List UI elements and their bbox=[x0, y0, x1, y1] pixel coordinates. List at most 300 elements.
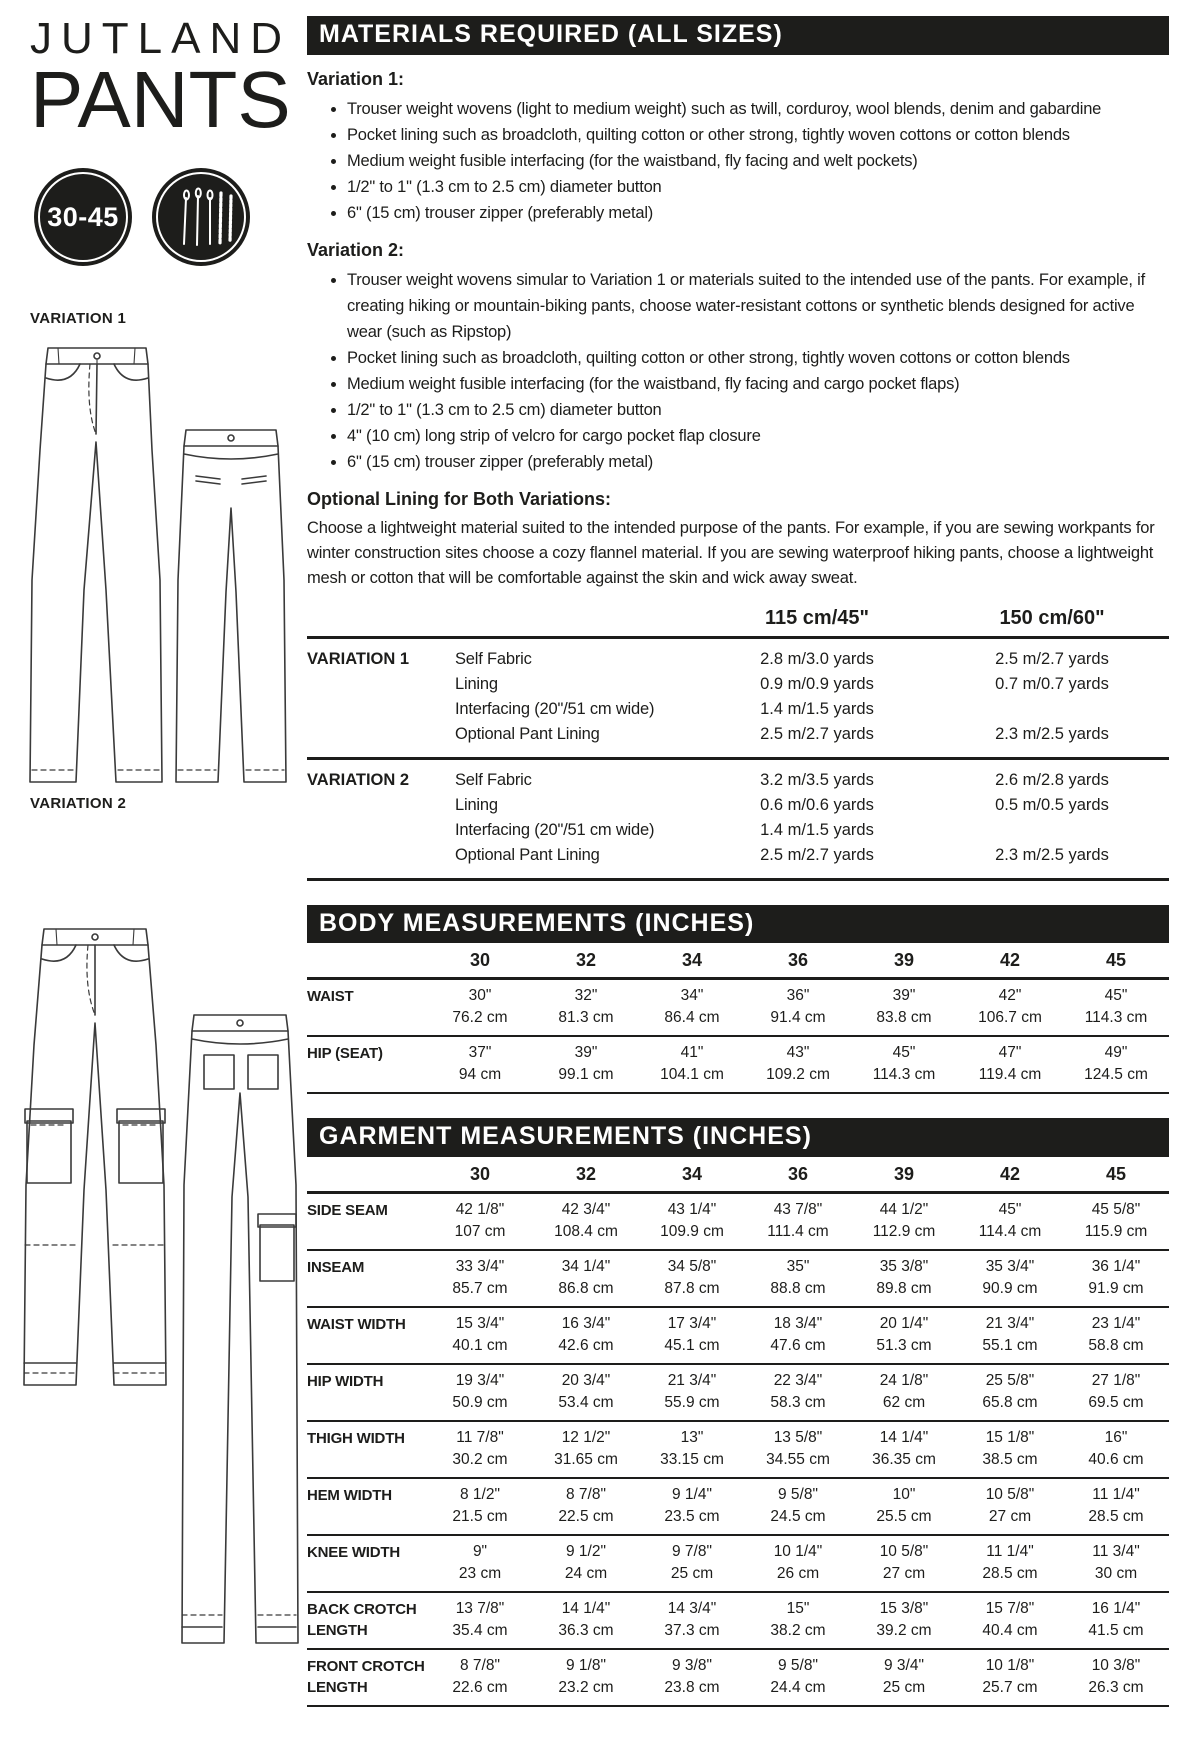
measurement-inches: 10 1/4" bbox=[773, 1542, 823, 1560]
measurement-inches: 9 5/8" bbox=[778, 1485, 818, 1503]
measurement-row bbox=[307, 1365, 1169, 1422]
fabric-item-name: Interfacing (20"/51 cm wide) bbox=[455, 820, 655, 839]
variation-1-subhead: Variation 1: bbox=[307, 68, 405, 89]
measurement-inches: 8 7/8" bbox=[460, 1656, 500, 1674]
measurement-cm: 25.7 cm bbox=[982, 1678, 1038, 1696]
measurement-inches: 45" bbox=[1104, 987, 1128, 1004]
measurement-cm: 88.8 cm bbox=[770, 1279, 826, 1297]
measurement-inches: 33 3/4" bbox=[455, 1257, 505, 1275]
measurement-inches: 13 5/8" bbox=[773, 1428, 823, 1446]
measurement-inches: 32" bbox=[574, 987, 598, 1004]
materials-item: • 1/2" to 1" (1.3 cm to 2.5 cm) diameter button bbox=[347, 174, 1169, 200]
size-header-row bbox=[307, 943, 1169, 980]
measurement-cell bbox=[533, 1598, 639, 1642]
measurement-inches: 10 5/8" bbox=[985, 1485, 1035, 1503]
measurement-row-label: FRONT CROTCH LENGTH bbox=[307, 1657, 425, 1696]
measurement-inches: 11 7/8" bbox=[456, 1428, 504, 1446]
measurement-cm: 24.5 cm bbox=[770, 1507, 826, 1525]
measurement-inches: 36 1/4" bbox=[1091, 1257, 1141, 1275]
measurement-cell bbox=[1063, 1541, 1169, 1585]
measurement-inches: 43 1/4" bbox=[667, 1200, 717, 1218]
measurement-inches: 16 3/4" bbox=[561, 1314, 611, 1332]
measurement-inches: 18 3/4" bbox=[773, 1314, 823, 1332]
fabric-item-name: Lining bbox=[455, 674, 498, 693]
needles-badge bbox=[152, 168, 250, 266]
measurement-cm: 109.9 cm bbox=[660, 1222, 724, 1240]
measurement-row-label: SIDE SEAM bbox=[307, 1201, 388, 1219]
measurement-cm: 90.9 cm bbox=[982, 1279, 1038, 1297]
size-col-header: 36 bbox=[787, 950, 809, 970]
garment-measurements-table bbox=[307, 1157, 1169, 1707]
measurement-inches: 37" bbox=[468, 1044, 492, 1061]
measurement-cell bbox=[1063, 1042, 1169, 1086]
measurement-cm: 23 cm bbox=[458, 1564, 502, 1582]
fabric-col-115: 115 cm/45" bbox=[764, 606, 869, 629]
measurement-cm: 37.3 cm bbox=[664, 1621, 720, 1639]
measurement-cm: 47.6 cm bbox=[770, 1336, 826, 1354]
measurement-cm: 42.6 cm bbox=[558, 1336, 614, 1354]
materials-item: • Pocket lining such as broadcloth, quilting cotton or other strong, tightly woven cottons or cotton blends bbox=[347, 345, 1169, 371]
variation-2-materials-list bbox=[307, 267, 1169, 475]
measurement-inches: 13" bbox=[680, 1428, 704, 1446]
measurement-cm: 41.5 cm bbox=[1088, 1621, 1144, 1639]
measurement-cm: 69.5 cm bbox=[1088, 1393, 1144, 1411]
measurement-cell bbox=[851, 1655, 957, 1699]
measurement-cell bbox=[533, 1655, 639, 1699]
measurement-cell bbox=[745, 1427, 851, 1471]
measurement-cm: 24 cm bbox=[564, 1564, 608, 1582]
measurement-cm: 104.1 cm bbox=[660, 1066, 724, 1083]
measurement-cell bbox=[639, 1042, 745, 1086]
measurement-cm: 30 cm bbox=[1094, 1564, 1138, 1582]
size-range-badge bbox=[34, 168, 132, 266]
size-col-header: 39 bbox=[893, 1163, 915, 1184]
measurement-row-label: WAIST bbox=[307, 988, 354, 1005]
measurement-cm: 114.3 cm bbox=[1084, 1009, 1148, 1026]
measurement-cell bbox=[427, 1655, 533, 1699]
measurement-cell bbox=[639, 1655, 745, 1699]
measurement-cell bbox=[745, 1655, 851, 1699]
measurement-cell bbox=[745, 1042, 851, 1086]
measurement-cell bbox=[533, 1370, 639, 1414]
measurement-inches: 42" bbox=[998, 987, 1022, 1004]
measurement-inches: 23 1/4" bbox=[1091, 1314, 1141, 1332]
measurement-cell bbox=[851, 1370, 957, 1414]
materials-item: • Trouser weight wovens simular to Variation 1 or materials suited to the intended use of the pants. For example, if creating hiking or mountain-biking pants, choose water-resistant cottons or synthetic blends designed for active wear (such as Ripstop) bbox=[347, 267, 1169, 345]
measurement-inches: 14 1/4" bbox=[561, 1599, 611, 1617]
measurement-inches: 30" bbox=[468, 987, 492, 1004]
measurement-row bbox=[307, 1037, 1169, 1094]
measurement-cell bbox=[957, 1484, 1063, 1528]
fabric-value-150 bbox=[937, 818, 1167, 843]
badge-row bbox=[34, 168, 250, 266]
variation-2-label: VARIATION 2 bbox=[30, 795, 127, 812]
measurement-inches: 16" bbox=[1104, 1428, 1128, 1446]
measurement-cell bbox=[957, 1427, 1063, 1471]
measurement-cm: 28.5 cm bbox=[982, 1564, 1038, 1582]
measurement-cm: 23.8 cm bbox=[664, 1678, 720, 1696]
measurement-inches: 14 1/4" bbox=[879, 1428, 929, 1446]
measurement-cell bbox=[957, 1042, 1063, 1086]
measurement-cell bbox=[851, 1541, 957, 1585]
body-measurements-header: BODY MEASUREMENTS (INCHES) bbox=[307, 905, 1169, 944]
measurement-inches: 10 3/8" bbox=[1091, 1656, 1141, 1674]
measurement-cm: 36.35 cm bbox=[872, 1450, 936, 1468]
fabric-col-150: 150 cm/60" bbox=[999, 606, 1105, 629]
measurement-cm: 38.2 cm bbox=[770, 1621, 826, 1639]
measurement-cm: 45.1 cm bbox=[664, 1336, 720, 1354]
size-col-header: 30 bbox=[469, 1163, 491, 1184]
measurement-row bbox=[307, 1650, 1169, 1707]
fabric-item-name: Self Fabric bbox=[455, 649, 532, 668]
measurement-inches: 15 3/4" bbox=[455, 1314, 505, 1332]
fabric-value-150: 2.3 m/2.5 yards bbox=[995, 845, 1109, 864]
measurement-cm: 26.3 cm bbox=[1088, 1678, 1144, 1696]
measurement-inches: 16 1/4" bbox=[1091, 1599, 1141, 1617]
body-measurements-table bbox=[307, 943, 1169, 1094]
measurement-cm: 89.8 cm bbox=[876, 1279, 932, 1297]
size-col-header: 45 bbox=[1105, 1163, 1127, 1184]
measurement-cell bbox=[745, 1199, 851, 1243]
materials-item: • Medium weight fusible interfacing (for the waistband, fly facing and cargo pocket flaps) bbox=[347, 371, 1169, 397]
measurement-inches: 43 7/8" bbox=[773, 1200, 823, 1218]
fabric-item-name: Lining bbox=[455, 795, 498, 814]
materials-item: • Medium weight fusible interfacing (for the waistband, fly facing and welt pockets) bbox=[347, 148, 1169, 174]
pattern-title bbox=[30, 14, 310, 145]
measurement-cell bbox=[639, 1598, 745, 1642]
measurement-inches: 13 7/8" bbox=[455, 1599, 505, 1617]
measurement-cm: 28.5 cm bbox=[1088, 1507, 1144, 1525]
materials-header: MATERIALS REQUIRED (ALL SIZES) bbox=[307, 16, 1169, 55]
measurement-inches: 36" bbox=[786, 987, 810, 1004]
measurement-inches: 15 7/8" bbox=[985, 1599, 1035, 1617]
measurement-cm: 24.4 cm bbox=[770, 1678, 826, 1696]
measurement-cell bbox=[1063, 1370, 1169, 1414]
measurement-inches: 45" bbox=[892, 1044, 916, 1061]
measurement-cm: 51.3 cm bbox=[876, 1336, 932, 1354]
measurement-cell bbox=[745, 1313, 851, 1357]
measurement-row-label: INSEAM bbox=[307, 1258, 365, 1276]
measurement-row-label: HIP (SEAT) bbox=[307, 1045, 383, 1062]
materials-item: • 1/2" to 1" (1.3 cm to 2.5 cm) diameter button bbox=[347, 397, 1169, 423]
measurement-row bbox=[307, 1593, 1169, 1650]
measurement-cm: 25 cm bbox=[882, 1678, 926, 1696]
measurement-inches: 14 3/4" bbox=[667, 1599, 717, 1617]
measurement-cm: 81.3 cm bbox=[558, 1009, 614, 1026]
measurement-cell bbox=[957, 985, 1063, 1029]
measurement-cm: 109.2 cm bbox=[766, 1066, 830, 1083]
measurement-cm: 107 cm bbox=[454, 1222, 506, 1240]
measurement-cell bbox=[1063, 1427, 1169, 1471]
size-col-header: 32 bbox=[575, 1163, 597, 1184]
fabric-value-150: 2.3 m/2.5 yards bbox=[995, 724, 1109, 743]
size-col-header: 42 bbox=[999, 950, 1021, 970]
fabric-value-115: 2.5 m/2.7 yards bbox=[760, 845, 874, 864]
main-content bbox=[307, 16, 1169, 1707]
fabric-value-150: 0.7 m/0.7 yards bbox=[995, 674, 1109, 693]
measurement-inches: 35 3/8" bbox=[879, 1257, 929, 1275]
measurement-cm: 25 cm bbox=[670, 1564, 714, 1582]
size-header-row bbox=[307, 1157, 1169, 1194]
size-col-header: 34 bbox=[681, 950, 703, 970]
measurement-cm: 21.5 cm bbox=[452, 1507, 508, 1525]
measurement-inches: 11 3/4" bbox=[1092, 1542, 1140, 1560]
fabric-item-name: Interfacing (20"/51 cm wide) bbox=[455, 699, 655, 718]
fabric-group bbox=[307, 639, 1169, 760]
measurement-inches: 19 3/4" bbox=[455, 1371, 505, 1389]
measurement-cm: 115.9 cm bbox=[1084, 1222, 1148, 1240]
measurement-cm: 23.2 cm bbox=[558, 1678, 614, 1696]
fabric-value-115: 1.4 m/1.5 yards bbox=[760, 820, 874, 839]
measurement-cell bbox=[957, 1541, 1063, 1585]
measurement-cell bbox=[639, 1427, 745, 1471]
measurement-inches: 10" bbox=[892, 1485, 916, 1503]
measurement-cm: 87.8 cm bbox=[664, 1279, 720, 1297]
measurement-cm: 76.2 cm bbox=[452, 1009, 508, 1026]
measurement-cm: 94 cm bbox=[458, 1066, 502, 1083]
measurement-inches: 11 1/4" bbox=[986, 1542, 1034, 1560]
measurement-cm: 27 cm bbox=[882, 1564, 926, 1582]
measurement-cell bbox=[533, 1199, 639, 1243]
measurement-cell bbox=[639, 1313, 745, 1357]
measurement-cm: 86.4 cm bbox=[664, 1009, 720, 1026]
measurement-cell bbox=[427, 1370, 533, 1414]
measurement-cm: 99.1 cm bbox=[558, 1066, 614, 1083]
measurement-cell bbox=[957, 1313, 1063, 1357]
size-col-header: 30 bbox=[469, 950, 491, 970]
size-col-header: 36 bbox=[787, 1163, 809, 1184]
measurement-row bbox=[307, 980, 1169, 1037]
fabric-value-150: 2.5 m/2.7 yards bbox=[995, 649, 1109, 668]
measurement-cell bbox=[745, 1256, 851, 1300]
measurement-inches: 39" bbox=[574, 1044, 598, 1061]
measurement-cell bbox=[1063, 1484, 1169, 1528]
fabric-yardage-table bbox=[307, 607, 1169, 881]
measurement-inches: 9 7/8" bbox=[672, 1542, 712, 1560]
fabric-group bbox=[307, 760, 1169, 881]
measurement-row bbox=[307, 1479, 1169, 1536]
measurement-cell bbox=[851, 985, 957, 1029]
measurement-inches: 47" bbox=[998, 1044, 1022, 1061]
page-title-line2: PANTS bbox=[30, 55, 291, 145]
measurement-cell bbox=[639, 1256, 745, 1300]
measurement-inches: 42 1/8" bbox=[455, 1200, 505, 1218]
measurement-row bbox=[307, 1536, 1169, 1593]
measurement-cell bbox=[1063, 985, 1169, 1029]
variation-2-subhead: Variation 2: bbox=[307, 239, 405, 260]
measurement-inches: 15 3/8" bbox=[879, 1599, 929, 1617]
measurement-cell bbox=[533, 1042, 639, 1086]
measurement-cell bbox=[639, 1199, 745, 1243]
measurement-inches: 41" bbox=[680, 1044, 704, 1061]
measurement-inches: 45" bbox=[998, 1200, 1022, 1218]
size-header-spacer bbox=[307, 950, 427, 971]
fabric-item-name: Optional Pant Lining bbox=[455, 845, 600, 864]
fabric-value-115: 1.4 m/1.5 yards bbox=[760, 699, 874, 718]
variation-2-illustration bbox=[14, 915, 306, 1660]
measurement-inches: 8 7/8" bbox=[566, 1485, 606, 1503]
fabric-variation-label: VARIATION 1 bbox=[307, 649, 410, 668]
measurement-inches: 34" bbox=[680, 987, 704, 1004]
fabric-value-150 bbox=[937, 697, 1167, 722]
measurement-cm: 40.4 cm bbox=[982, 1621, 1038, 1639]
measurement-cell bbox=[427, 1313, 533, 1357]
measurement-cell bbox=[427, 1199, 533, 1243]
measurement-row bbox=[307, 1251, 1169, 1308]
measurement-inches: 39" bbox=[892, 987, 916, 1004]
measurement-cell bbox=[1063, 1655, 1169, 1699]
fabric-value-115: 2.5 m/2.7 yards bbox=[760, 724, 874, 743]
measurement-cell bbox=[427, 985, 533, 1029]
size-col-header: 32 bbox=[575, 950, 597, 970]
measurement-cm: 106.7 cm bbox=[978, 1009, 1042, 1026]
measurement-inches: 20 3/4" bbox=[561, 1371, 611, 1389]
measurement-cm: 31.65 cm bbox=[554, 1450, 618, 1468]
measurement-inches: 34 1/4" bbox=[561, 1257, 611, 1275]
measurement-cell bbox=[851, 1484, 957, 1528]
measurement-cm: 112.9 cm bbox=[872, 1222, 936, 1240]
fabric-item-name: Optional Pant Lining bbox=[455, 724, 600, 743]
measurement-inches: 12 1/2" bbox=[561, 1428, 611, 1446]
measurement-cm: 108.4 cm bbox=[554, 1222, 618, 1240]
measurement-cell bbox=[533, 1256, 639, 1300]
measurement-inches: 21 3/4" bbox=[985, 1314, 1035, 1332]
variation-1-illustration bbox=[18, 330, 300, 800]
measurement-inches: 9 3/8" bbox=[672, 1656, 712, 1674]
measurement-row-label: HIP WIDTH bbox=[307, 1372, 384, 1390]
fabric-value-150: 0.5 m/0.5 yards bbox=[995, 795, 1109, 814]
measurement-cell bbox=[957, 1370, 1063, 1414]
measurement-cm: 27 cm bbox=[988, 1507, 1032, 1525]
measurement-inches: 21 3/4" bbox=[667, 1371, 717, 1389]
measurement-cell bbox=[427, 1541, 533, 1585]
measurement-cm: 65.8 cm bbox=[982, 1393, 1038, 1411]
measurement-cell bbox=[1063, 1313, 1169, 1357]
measurement-cm: 124.5 cm bbox=[1084, 1066, 1148, 1083]
size-range-label: 30-45 bbox=[47, 201, 119, 232]
measurement-inches: 45 5/8" bbox=[1091, 1200, 1141, 1218]
measurement-inches: 9 5/8" bbox=[778, 1656, 818, 1674]
measurement-row-label: KNEE WIDTH bbox=[307, 1543, 400, 1561]
measurement-cm: 26 cm bbox=[776, 1564, 820, 1582]
measurement-cm: 58.3 cm bbox=[770, 1393, 826, 1411]
measurement-inches: 15 1/8" bbox=[985, 1428, 1035, 1446]
measurement-row bbox=[307, 1308, 1169, 1365]
measurement-cell bbox=[427, 1042, 533, 1086]
measurement-cm: 91.9 cm bbox=[1088, 1279, 1144, 1297]
measurement-row bbox=[307, 1194, 1169, 1251]
measurement-cell bbox=[851, 1199, 957, 1243]
measurement-cm: 62 cm bbox=[882, 1393, 926, 1411]
measurement-cm: 114.4 cm bbox=[978, 1222, 1042, 1240]
measurement-cm: 33.15 cm bbox=[660, 1450, 724, 1468]
measurement-cm: 119.4 cm bbox=[978, 1066, 1042, 1083]
measurement-cell bbox=[639, 1541, 745, 1585]
materials-item: • 6" (15 cm) trouser zipper (preferably metal) bbox=[347, 449, 1169, 475]
materials-item: • 4" (10 cm) long strip of velcro for cargo pocket flap closure bbox=[347, 423, 1169, 449]
measurement-cell bbox=[957, 1655, 1063, 1699]
measurement-cell bbox=[851, 1042, 957, 1086]
measurement-cm: 30.2 cm bbox=[452, 1450, 508, 1468]
measurement-cm: 25.5 cm bbox=[876, 1507, 932, 1525]
optional-lining-subhead: Optional Lining for Both Variations: bbox=[307, 488, 611, 509]
measurement-inches: 15" bbox=[786, 1599, 810, 1617]
measurement-cm: 86.8 cm bbox=[558, 1279, 614, 1297]
measurement-cell bbox=[851, 1427, 957, 1471]
materials-item: • Pocket lining such as broadcloth, quilting cotton or other strong, tightly woven cottons or cotton blends bbox=[347, 122, 1169, 148]
measurement-row-label: HEM WIDTH bbox=[307, 1486, 392, 1504]
measurement-cell bbox=[533, 1427, 639, 1471]
measurement-inches: 10 5/8" bbox=[879, 1542, 929, 1560]
measurement-cm: 111.4 cm bbox=[767, 1222, 829, 1240]
measurement-cell bbox=[639, 1370, 745, 1414]
measurement-cell bbox=[1063, 1256, 1169, 1300]
measurement-cm: 39.2 cm bbox=[876, 1621, 932, 1639]
measurement-cm: 38.5 cm bbox=[982, 1450, 1038, 1468]
measurement-inches: 42 3/4" bbox=[561, 1200, 611, 1218]
fabric-table-header-row bbox=[307, 607, 1169, 639]
measurement-cell bbox=[957, 1199, 1063, 1243]
measurement-inches: 35" bbox=[786, 1257, 810, 1275]
measurement-inches: 9 3/4" bbox=[884, 1656, 924, 1674]
measurement-inches: 34 5/8" bbox=[667, 1257, 717, 1275]
variation-1-label: VARIATION 1 bbox=[30, 310, 127, 327]
measurement-cm: 53.4 cm bbox=[558, 1393, 614, 1411]
needles-icon bbox=[152, 168, 250, 266]
measurement-inches: 49" bbox=[1104, 1044, 1128, 1061]
measurement-inches: 35 3/4" bbox=[985, 1257, 1035, 1275]
measurement-cm: 35.4 cm bbox=[452, 1621, 508, 1639]
page-title-line1: JUTLAND bbox=[30, 14, 292, 63]
fabric-value-115: 0.9 m/0.9 yards bbox=[760, 674, 874, 693]
measurement-inches: 24 1/8" bbox=[879, 1371, 929, 1389]
measurement-cell bbox=[745, 1598, 851, 1642]
measurement-inches: 9 1/4" bbox=[672, 1485, 712, 1503]
garment-measurements-header: GARMENT MEASUREMENTS (INCHES) bbox=[307, 1118, 1169, 1157]
size-col-header: 42 bbox=[999, 1163, 1021, 1184]
measurement-cm: 22.5 cm bbox=[558, 1507, 614, 1525]
measurement-inches: 9 1/2" bbox=[566, 1542, 606, 1560]
measurement-cm: 55.1 cm bbox=[982, 1336, 1038, 1354]
measurement-cell bbox=[1063, 1598, 1169, 1642]
size-col-header: 34 bbox=[681, 1163, 703, 1184]
measurement-cell bbox=[533, 1313, 639, 1357]
measurement-cm: 22.6 cm bbox=[452, 1678, 508, 1696]
measurement-cell bbox=[957, 1256, 1063, 1300]
measurement-cell bbox=[745, 1370, 851, 1414]
measurement-inches: 20 1/4" bbox=[879, 1314, 929, 1332]
measurement-inches: 9" bbox=[472, 1542, 488, 1560]
measurement-cell bbox=[745, 1541, 851, 1585]
size-header-spacer bbox=[307, 1164, 427, 1185]
measurement-cell bbox=[1063, 1199, 1169, 1243]
measurement-cell bbox=[533, 1484, 639, 1528]
fabric-variation-label: VARIATION 2 bbox=[307, 770, 410, 789]
measurement-inches: 10 1/8" bbox=[985, 1656, 1035, 1674]
measurement-cell bbox=[533, 985, 639, 1029]
measurement-inches: 11 1/4" bbox=[1092, 1485, 1140, 1503]
optional-lining-paragraph: Choose a lightweight material suited to the intended purpose of the pants. For example, if you are sewing workpants for winter construction sites choose a cozy flannel material. If you are sewing waterproof hiking pants, choose a lightweight mesh or cotton that will be comfortable against the skin and wick away sweat. bbox=[307, 518, 1155, 587]
materials-item: • Trouser weight wovens (light to medium weight) such as twill, corduroy, wool blends, denim and gabardine bbox=[347, 96, 1169, 122]
measurement-cm: 36.3 cm bbox=[558, 1621, 614, 1639]
measurement-inches: 43" bbox=[786, 1044, 810, 1061]
fabric-value-115: 0.6 m/0.6 yards bbox=[760, 795, 874, 814]
fabric-item-name: Self Fabric bbox=[455, 770, 532, 789]
measurement-cm: 91.4 cm bbox=[770, 1009, 826, 1026]
measurement-inches: 8 1/2" bbox=[460, 1485, 500, 1503]
measurement-inches: 27 1/8" bbox=[1091, 1371, 1141, 1389]
measurement-cm: 40.1 cm bbox=[452, 1336, 508, 1354]
